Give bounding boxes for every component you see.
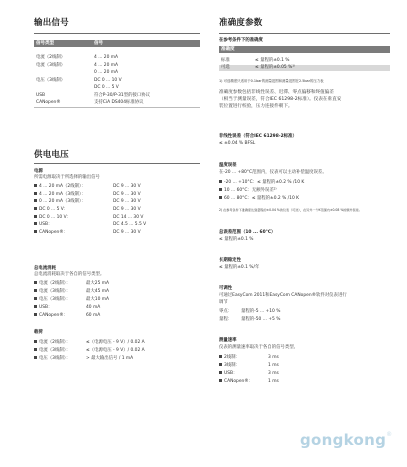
list-item: USB： [34, 305, 52, 311]
table-row-3-signal: 0 ... 20 mA [94, 70, 119, 75]
table-row-optional-bg [219, 65, 390, 71]
list-item: CANopen®： [34, 230, 68, 236]
list-item-value: 3 ms [268, 355, 279, 360]
table-row-1-signal: 4 ... 20 mA [94, 55, 119, 60]
list-item-value: DC 9 ... 30 V [113, 230, 141, 235]
nonlinearity-title: 非线性误差（符合IEC 61298-2标准） [219, 134, 297, 139]
supply-desc: 所需电源取决于所选择的输出信号 [34, 175, 100, 180]
table-row-1-type: 电流（2线制） [36, 55, 66, 60]
list-item-value: 最大25 mA [86, 281, 110, 286]
list-item-value: ≤（电源电压 - 9 V）/ 0.02 A [86, 348, 145, 353]
bullet-icon [34, 340, 37, 343]
bullet-icon [34, 297, 37, 300]
bullet-icon [34, 348, 37, 351]
bullet-icon [219, 196, 222, 199]
list-item: 电流（3线制）： [34, 289, 70, 295]
table-row-6-signal: 符合P-30/P-31型的接口协议 [94, 93, 151, 98]
table-row-2-signal: 4 ... 20 mA [94, 63, 119, 68]
bullet-icon [34, 289, 37, 292]
output-table-header [34, 40, 200, 47]
output-table-col1-header: 信号类型 [36, 41, 54, 46]
list-item-value: DC 9 ... 30 V [113, 207, 141, 212]
measuring-rate-desc: 仪表的测量速率取决于各自的信号类型。 [219, 345, 299, 350]
adjust-span-value: 量程的-50 ... +5 % [241, 317, 281, 322]
watermark [300, 431, 392, 449]
bullet-icon [34, 305, 37, 308]
load-subtitle: 载荷 [34, 330, 43, 335]
list-item-value: ≤（电源电压 - 9 V）/ 0.02 A [86, 340, 145, 345]
table-row-5-signal: DC 0 ... 5 V [94, 85, 119, 90]
bullet-icon [34, 207, 37, 210]
bullet-icon [34, 192, 37, 195]
measuring-rate-title: 测量速率 [219, 338, 237, 343]
total-error-title: 总误差范围（10 ... 60°C） [219, 230, 276, 235]
bullet-icon [34, 222, 37, 225]
table-row-7-type: CANopen® [36, 100, 61, 105]
table-row-4-signal: DC 0 ... 10 V [94, 78, 122, 83]
paragraph-line-2: （相当于测量误差，符合IEC 61298-2标准）。仪表在垂直安 [219, 97, 342, 102]
list-item-value: 40 mA [86, 305, 101, 310]
list-item: 电流（3线制）： [34, 348, 70, 354]
bullet-icon [219, 371, 222, 374]
paragraph-line-3: 装位置进行校验，压力连接件朝下。 [219, 104, 293, 109]
adjustability-title: 可调性 [219, 286, 233, 291]
bullet-icon [34, 356, 37, 359]
adjust-zero-value: 量程的-5 ... +10 % [241, 309, 281, 314]
adjustability-desc-1: 可通过EasyCom 2011和EasyCom CANopen®软件对仪表进行 [219, 293, 347, 298]
paragraph-line-1: 准确度参数包括非线性误差、迟滞、零点偏移和终值偏差 [219, 90, 334, 95]
watermark-suffix: ® [386, 431, 393, 438]
list-item: 0 ... 20 mA（3线制）： [34, 199, 86, 205]
bullet-icon [219, 188, 222, 191]
right-title: 准确度参数 [219, 18, 263, 28]
list-item-value: DC 9 ... 30 V [113, 192, 141, 197]
consumption-subtitle: 总电流消耗 [34, 266, 56, 271]
bullet-icon [34, 230, 37, 233]
adjustability-desc-2: 调节 [219, 300, 228, 305]
table-row-standard-value: ≤ 量程的±0.1 % [255, 58, 290, 63]
left-title: 输出信号 [34, 18, 69, 28]
list-item: 电流（2线制）： [34, 340, 70, 346]
list-item: 电流（2线制）： [34, 281, 70, 287]
table-row-6-type: USB [36, 93, 46, 98]
bullet-icon [219, 379, 222, 382]
list-item: USB： [34, 222, 52, 228]
list-item-value: 60 mA [86, 313, 101, 318]
list-item: 4 ... 20 mA（3线制）： [34, 192, 86, 198]
list-item: DC 0 ... 10 V： [34, 215, 71, 221]
accuracy-table-header-label: 准确度 [221, 47, 235, 52]
list-item-value: 1 ms [268, 379, 279, 384]
output-table-bottom-rule [34, 107, 200, 108]
table-row-standard-label: 标准 [221, 58, 230, 63]
output-table-col2-header: 信号 [94, 41, 103, 46]
supply-subtitle: 电源 [34, 169, 43, 174]
list-item: 2线制： [219, 355, 240, 361]
list-item-value: DC 9 ... 30 V [113, 184, 141, 189]
bullet-icon [34, 215, 37, 218]
accuracy-table-header [219, 46, 390, 53]
bullet-icon [34, 199, 37, 202]
list-item-value: 最大45 mA [86, 289, 110, 294]
bullet-icon [219, 363, 222, 366]
supply-title-rule [34, 163, 200, 164]
list-item-value: > 最大输出信号 / 1 mA [86, 356, 134, 361]
list-item-value: 最大10 mA [86, 297, 110, 302]
footnote-1: 1) 可选精度只适用于0.1bar的测量范围和测量范围在2.5bar的压力表 [219, 79, 324, 83]
list-item-value: DC 4.5 ... 5.5 V [113, 222, 147, 227]
nonlinearity-value: ≤ ±0.04 % BFSL [219, 141, 256, 146]
list-item: CANopen®： [219, 379, 253, 385]
list-item: 4 ... 20 mA（2线制）： [34, 184, 86, 190]
consumption-desc: 总电流消耗取决于各自的信号类型。 [34, 272, 105, 277]
list-item: 电压（3线制）： [34, 356, 70, 362]
long-term-stability-value: ≤ 量程的±0.1 %/年 [219, 265, 260, 270]
ref-caption: 在参考条件下的准确度 [219, 38, 263, 43]
list-item: 电压（3线制）： [34, 297, 70, 303]
bullet-icon [34, 313, 37, 316]
list-item: 10 ... 60°C：无额外误差²⁾ [219, 188, 277, 194]
list-item: CANopen®： [34, 313, 68, 319]
list-item: USB： [219, 371, 237, 377]
list-item: -20 ... +10°C：≤ 量程的±0.2 % /10 K [219, 180, 304, 186]
long-term-stability-title: 长期稳定性 [219, 258, 241, 263]
bullet-icon [219, 355, 222, 358]
watermark-text: gongkong [300, 431, 387, 449]
table-row-4-type: 电压（3线制） [36, 78, 66, 83]
temp-error-desc: 在-20 ... +80°C范围内，仪表可以主动补偿温度误差。 [219, 170, 327, 175]
left-title-rule [34, 33, 200, 34]
list-item-value: 1 ms [268, 363, 279, 368]
temp-error-title: 温度误差 [219, 163, 237, 168]
table-row-optional-label: 可选 [221, 65, 230, 70]
list-item: 60 ... 80°C：≤ 量程的±0.2 % /10 K [219, 196, 299, 202]
bullet-icon [34, 184, 37, 187]
list-item: DC 0 ... 5 V： [34, 207, 68, 213]
table-row-2-type: 电流（3线制） [36, 63, 66, 68]
adjust-zero-label: 零点： [219, 309, 233, 314]
table-row-optional-value: ≤ 量程的±0.05 %¹⁾ [255, 65, 296, 70]
bullet-icon [219, 180, 222, 183]
table-row-7-signal: 支持CiA DS404标准协议 [94, 100, 144, 105]
bullet-icon [34, 281, 37, 284]
list-item: 3线制： [219, 363, 240, 369]
supply-title: 供电电压 [34, 150, 69, 160]
right-title-rule [219, 33, 390, 34]
list-item-value: DC 14 ... 30 V [113, 215, 144, 220]
total-error-value: ≤ 量程的±0.1 % [219, 237, 254, 242]
footnote-2: 2) 在参考条件下准确度达到量程的±0.04 %的仪表（可选），在另外一个K范围内±0.08 %的额外误差。 [219, 208, 362, 212]
list-item-value: 3 ms [268, 371, 279, 376]
list-item-value: DC 9 ... 30 V [113, 199, 141, 204]
adjust-span-label: 量程： [219, 317, 233, 322]
